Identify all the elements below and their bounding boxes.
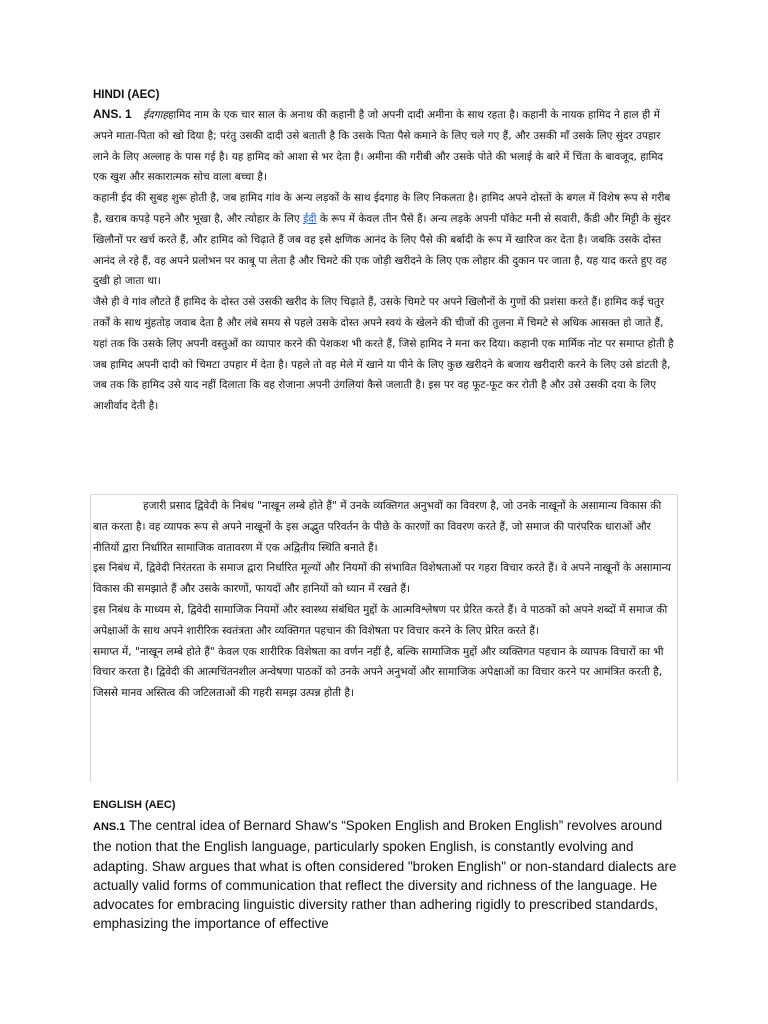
paragraph-text: हजारी प्रसाद द्विवेदी के निबंध "नाखून लम्बे होते हैं" में उनके व्यक्तिगत अनुभवों का विवरण है, जो उनके नाखूनों के असामान्य विकास की बात करता है। वह व्यापक रूप से अपने नाखूनों के इस अद्भुत परिवर्तन के पीछे के कारणों का विवरण करते हैं, जो समाज की पारंपरिक धाराओं और नीतियों द्वारा निर्धारित सामाजिक वातावरण में एक अद्वितीय स्थिति बनाते हैं। bbox=[93, 500, 662, 554]
paragraph-text: The central idea of Bernard Shaw's “Spoken English and Broken English” revolves around the notion that the English language, particularly spoken English, is constantly evolving and adapting. Shaw argues that what is often considered "broken English" or non-standard dialects are actually valid forms of communication that reflect the diversity and richness of the language. He advocates for embracing linguistic diversity rather than adhering rigidly to prescribed standards, emphasizing the importance of effective bbox=[93, 818, 677, 932]
essay-paragraph-4: समाप्त में, "नाखून लम्बे होते हैं" केवल एक शारीरिक विशेषता का वर्णन नहीं है, बल्कि सामाजिक मुद्दों और व्यक्तिगत पहचान के व्यापक विचारों का भी विचार करता है। द्विवेदी की आत्मचिंतनशील अन्वेषणा पाठकों को उनके अपने अनुभवों और सामाजिक अपेक्षाओं का विचार करने पर आमंत्रित करती है, जिससे मानव अस्तित्व की जटिलताओं की गहरी समझ उत्पन्न होती है। bbox=[93, 645, 664, 700]
english-heading: ENGLISH (AEC) bbox=[93, 799, 176, 811]
essay-paragraph-1 bbox=[93, 496, 671, 558]
hindi-answer-paragraph-3: जैसे ही वे गांव लौटते हैं हामिद के दोस्त उसे उसकी खरीद के लिए चिढ़ाते हैं, उसके चिमटे पर अपने खिलौनों के गुणों की प्रशंसा करते हैं। हामिद कई चतुर तर्कों के साथ मुंहतोड़ जवाब देता है और लंबे समय से पहले उसके दोस्त अपने स्वयं के खेलने की चीजों की तुलना में चिमटे से अधिक आसक्त हो जाते हैं, यहां तक कि उसके लिए अपनी वस्तुओं का व्यापार करने की पेशकश भी करते हैं, जिसे हामिद ने मना कर दिया। कहानी एक मार्मिक नोट पर समाप्त होती है जब हामिद अपनी दादी को चिमटा उपहार में देता है। पहले तो वह मेले में खाने या पीने के लिए कुछ खरीदने के बजाय खरीदारी करने के लिए उसे डांटती है, जब तक कि हामिद उसे याद नहीं दिलाता कि वह रोजाना अपनी उंगलियां कैसे जलाती है। इस पर वह फूट-फूट कर रोती है और उसे उसकी दया के लिए आशीर्वाद देती है। bbox=[93, 296, 674, 413]
answer-label: ANS. 1 bbox=[93, 107, 132, 121]
essay-text-box bbox=[90, 494, 678, 782]
hindi-heading: HINDI (AEC) bbox=[93, 89, 160, 101]
english-section bbox=[93, 796, 679, 934]
eidi-link[interactable]: ईदी bbox=[303, 212, 317, 225]
essay-paragraph-3: इस निबंध के माध्यम से, द्विवेदी सामाजिक नियमों और स्वास्थ्य संबंधित मुद्दों के आत्मविश्लेषण पर प्रेरित करते हैं। वे पाठकों को अपने शब्दों में समाज की अपेक्षाओं के साथ अपने शारीरिक स्वतंत्रता और व्यक्तिगत पहचान की विशेषता पर विचार करने के लिए प्रेरित करते हैं। bbox=[93, 603, 668, 637]
paragraph-text: कहानी ईद की सुबह शुरू होती है, जब हामिद गांव के अन्य लड़कों के साथ ईदगाह के लिए निकलता है। हामिद अपने दोस्तों के बगल में विशेष रूप से गरीब है, खराब कपड़े पहने और भूखा है, और त्योहार के लिए bbox=[93, 192, 671, 225]
paragraph-text: के रूप में केवल तीन पैसे हैं। अन्य लड़के अपनी पॉकेट मनी से सवारी, कैंडी और मिट्टी के सुंदर खिलौनों पर खर्च करते हैं, और हामिद को चिढ़ाते हैं जब वह इसे क्षणिक आनंद के लिए पैसे की बर्बादी के रूप में खारिज कर देता है। जबकि उसके दोस्त आनंद ले रहे हैं, वह अपने प्रलोभन पर काबू पा लेता है और चिमटे की एक जोड़ी खरीदने के लिए एक लोहार की दुकान पर जाता है, यह याद करते हुए वह दुखी हो जाता था। bbox=[93, 212, 671, 288]
hindi-answer-paragraph-2 bbox=[93, 188, 679, 292]
story-title-italic: ईदगाह bbox=[143, 109, 168, 121]
essay-paragraph-2: इस निबंध में, द्विवेदी निरंतरता के समाज द्वारा निर्धारित मूल्यों और नियमों की संभावित विशेषताओं पर गहरा विचार करते हैं। वे अपने नाखूनों के असामान्य विकास की समझाते हैं और उसके कारणों, फायदों और हानियों को ध्यान में रखते हैं। bbox=[93, 562, 671, 596]
hindi-answer-paragraph-1 bbox=[93, 104, 679, 188]
hindi-section bbox=[93, 86, 679, 417]
answer-label: ANS.1 bbox=[93, 821, 126, 833]
paragraph-text: हामिद नाम के एक चार साल के अनाथ की कहानी है जो अपनी दादी अमीना के साथ रहता है। कहानी के नायक हामिद ने हाल ही में अपने माता-पिता को खो दिया है; परंतु उसकी दादी उसे बताती है कि उसके पिता पैसे कमाने के लिए चले गए हैं, और उसकी माँ उसके लिए सुंदर उपहार लाने के लिए अल्लाह के पास गई है। यह हामिद को आशा से भर देता है। अमीना की गरीबी और उसके पोते की भलाई के बारे में चिंता के बावजूद, हामिद एक खुश और सकारात्मक सोच वाला बच्चा है। bbox=[93, 109, 664, 184]
english-answer-paragraph-1 bbox=[93, 816, 679, 934]
